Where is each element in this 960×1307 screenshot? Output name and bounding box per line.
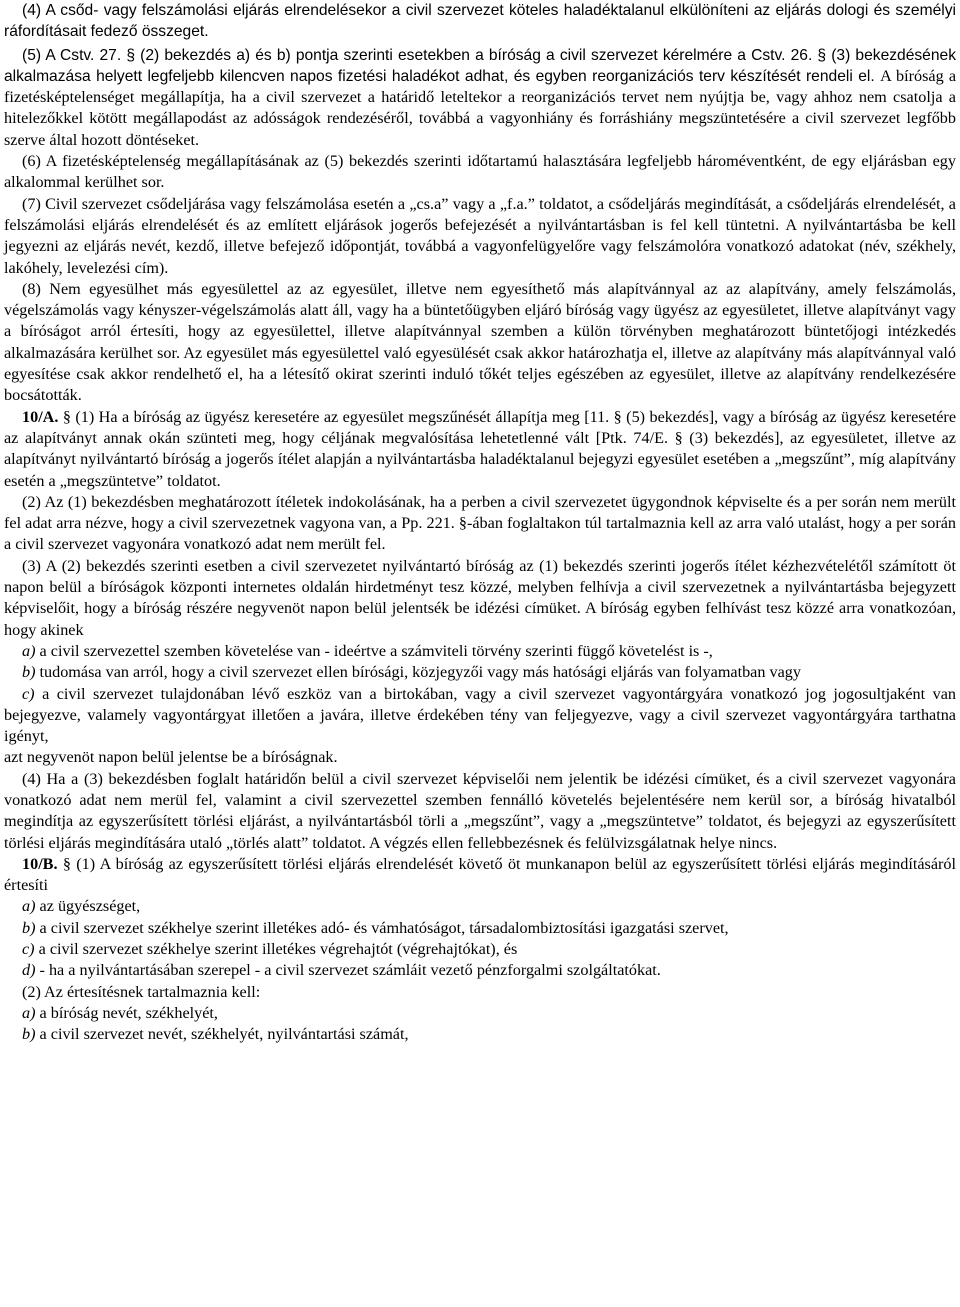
section-10a-number: 10/A. [22, 407, 59, 426]
list-item: b) tudomása van arról, hogy a civil szervezet ellen bírósági, közjegyzői vagy más hatósági eljárás van folyamatban vagy [22, 663, 801, 682]
section-10a-paragraph-1-text: § (1) Ha a bíróság az ügyész keresetére az egyesület megszűnését állapítja meg [11. § (5) bekezdés], vagy a bíróság az ügyész keresetére az alapítványt annak okán szünteti meg, hogy céljának megvalósítása lehetetlenné vált [Ptk. 74/E. § (3) bekezdés], az egyesületet, illetve az alapítványt nyilvántartó bíróság a jogerős ítélet alapján a nyilvántartásba haladéktalanul bejegyzi egyesület esetében a „megszűnt”, míg alapítvány esetén a „megszüntetve” toldatot. [4, 407, 957, 490]
paragraph-6: (6) A fizetésképtelenség megállapításának az (5) bekezdés szerinti időtartamú halasztására legfeljebb hároméventként, de egy eljárásban egy alkalommal kerülhet sor. [4, 152, 956, 192]
paragraph-5-continuation: A bíróság a fizetésképtelenséget megállapítja, ha a civil szervezet a határidő leteltekor a reorganizációs tervet nem nyújtja be, vagy ahhoz nem csatolja a hitelezőkkel kötött megállapodást az adósságok rendezéséről, továbbá a vagyonhiány és forráshiány megszüntetésére a civil szervezet legfőbb szerve által hozott döntéseket. [4, 66, 956, 149]
list-item: c) a civil szervezet tulajdonában lévő eszköz van a birtokában, vagy a civil szervezet vagyontárgyára vonatkozó jog jogosultjaként van bejegyezve, valamely vagyontárgyat illetően a javára, illetve érdekében tény van feljegyezve, vagy a civil szervezet vagyontárgyára tarthatna igényt, [4, 684, 956, 746]
list-item: d) - ha a nyilvántartásában szerepel - a civil szervezet számláit vezető pénzforgalmi szolgáltatókat. [22, 961, 661, 980]
paragraph-5-intro: (5) A Cstv. 27. § (2) bekezdés a) és b) pontja szerinti esetekben a bíróság a civil szervezet kérelmére a Cstv. 26. § (3) bekezdésének alkalmazása helyett legfeljebb kilencven napos fizetési haladékot adhat, és egyben reorganizációs terv készítését rendeli el. [4, 46, 956, 85]
list-item: a) a bíróság nevét, székhelyét, [22, 1003, 218, 1022]
paragraph-4: (4) A csőd- vagy felszámolási eljárás elrendelésekor a civil szervezet köteles haladéktalanul elkülöníteni az eljárás dologi és személyi ráfordításait fedező összeget. [4, 2, 956, 41]
list-item: a) a civil szervezettel szemben követelése van - ideértve a számviteli törvény szerinti függő követelést is -, [22, 641, 713, 660]
section-10a-paragraph-3-tail: azt negyvenöt napon belül jelentse be a bíróságnak. [4, 748, 338, 767]
section-10b-number: 10/B. [22, 854, 58, 873]
paragraph-8: (8) Nem egyesülhet más egyesülettel az az egyesület, illetve nem egyesíthető más alapítvánnyal az az alapítvány, amely felszámolás, végelszámolás vagy kényszer-végelszámolás alatt áll, vagy ha a büntetőügyben eljáró bíróság vagy ügyész az egyesületet, illetve alapítványt vagy a bíróságot arról értesíti, hogy az egyesülettel, illetve alapítvánnyal szemben a külön törvényben meghatározott büntetőjogi intézkedés alkalmazására kerülhet sor. Az egyesület más egyesülettel való egyesülését csak akkor határozhatja el, illetve az alapítvány más alapítvánnyal való egyesítése csak akkor rendelhető el, ha a létesítő okirat szerinti induló tőkét teljes egészében az egyesület, illetve az alapítvány rendelkezésére bocsátották. [4, 279, 956, 405]
section-10a-paragraph-2: (2) Az (1) bekezdésben meghatározott ítéletek indokolásának, ha a perben a civil szervezetet ügygondnok képviselte és a per során nem merült fel adat arra nézve, hogy a civil szervezetnek vagyona van, a Pp. 221. §-ában foglaltakon túl tartalmaznia kell az arra való utalást, hogy a per során a civil szervezet vagyonára vonatkozó adat nem merült fel. [4, 492, 956, 554]
paragraph-7: (7) Civil szervezet csődeljárása vagy felszámolása esetén a „cs.a” vagy a „f.a.” toldatot, a csődeljárás megindítását, a csődeljárás elrendelését, a felszámolási eljárás elrendelését és az említett eljárások jogerős befejezését a nyilvántartásban is fel kell tüntetni. A nyilvántartásba be kell jegyezni az eljárás nevét, kezdő, illetve befejező időpontját, továbbá a vagyonfelügyelőre vagy felszámolóra vonatkozó adatokat (név, székhely, lakóhely, levelezési cím). [4, 194, 956, 277]
list-item: b) a civil szervezet székhelye szerint illetékes adó- és vámhatóságot, társadalombiztosítási igazgatási szervet, [22, 918, 729, 937]
section-10b-paragraph-2: (2) Az értesítésnek tartalmaznia kell: [22, 982, 261, 1001]
section-10a-paragraph-3: (3) A (2) bekezdés szerinti esetben a civil szervezetet nyilvántartó bíróság az (1) bekezdés szerinti jogerős ítélet kézhezvételétől számított öt napon belül a bíróságok központi internetes oldalán hirdetményt tesz közzé, melyben felhívja a civil szervezetnek a nyilvántartásba bejegyzett képviselőit, hogy a bíróság részére negyvenöt napon belül jelentsék be idézési címüket. A bíróság egyben felhívást tesz közzé arra vonatkozóan, hogy akinek [4, 556, 956, 639]
section-10b-paragraph-1 [4, 854, 956, 897]
list-item: a) az ügyészséget, [22, 897, 141, 916]
section-10a-paragraph-4: (4) Ha a (3) bekezdésben foglalt határidőn belül a civil szervezet képviselői nem jelentik be idézési címüket, és a civil szervezet vagyonára vonatkozó adat nem merül fel, valamint a civil szervezettel szemben fennálló követelés bejelentésére nem kerül sor, a bíróság hivatalból megindítja az egyszerűsített törlési eljárást, a nyilvántartásból törli a „megszűnt”, vagy a „megszüntetve” toldatot, és bejegyzi az egyszerűsített törlési eljárás megindítására utaló „törlés alatt” toldatot. A végzés ellen fellebbezésnek és felülvizsgálatnak helye nincs. [4, 769, 956, 852]
paragraph-5 [4, 45, 956, 151]
section-10b-paragraph-1-text: § (1) A bíróság az egyszerűsített törlési eljárás elrendelését követő öt munkanapon belül az egyszerűsített törlési eljárás megindításáról értesíti [4, 854, 957, 895]
section-10a-paragraph-1 [4, 407, 956, 492]
list-item: b) a civil szervezet nevét, székhelyét, nyilvántartási számát, [22, 1025, 409, 1044]
list-item: c) a civil szervezet székhelye szerint illetékes végrehajtót (végrehajtókat), és [22, 940, 518, 959]
